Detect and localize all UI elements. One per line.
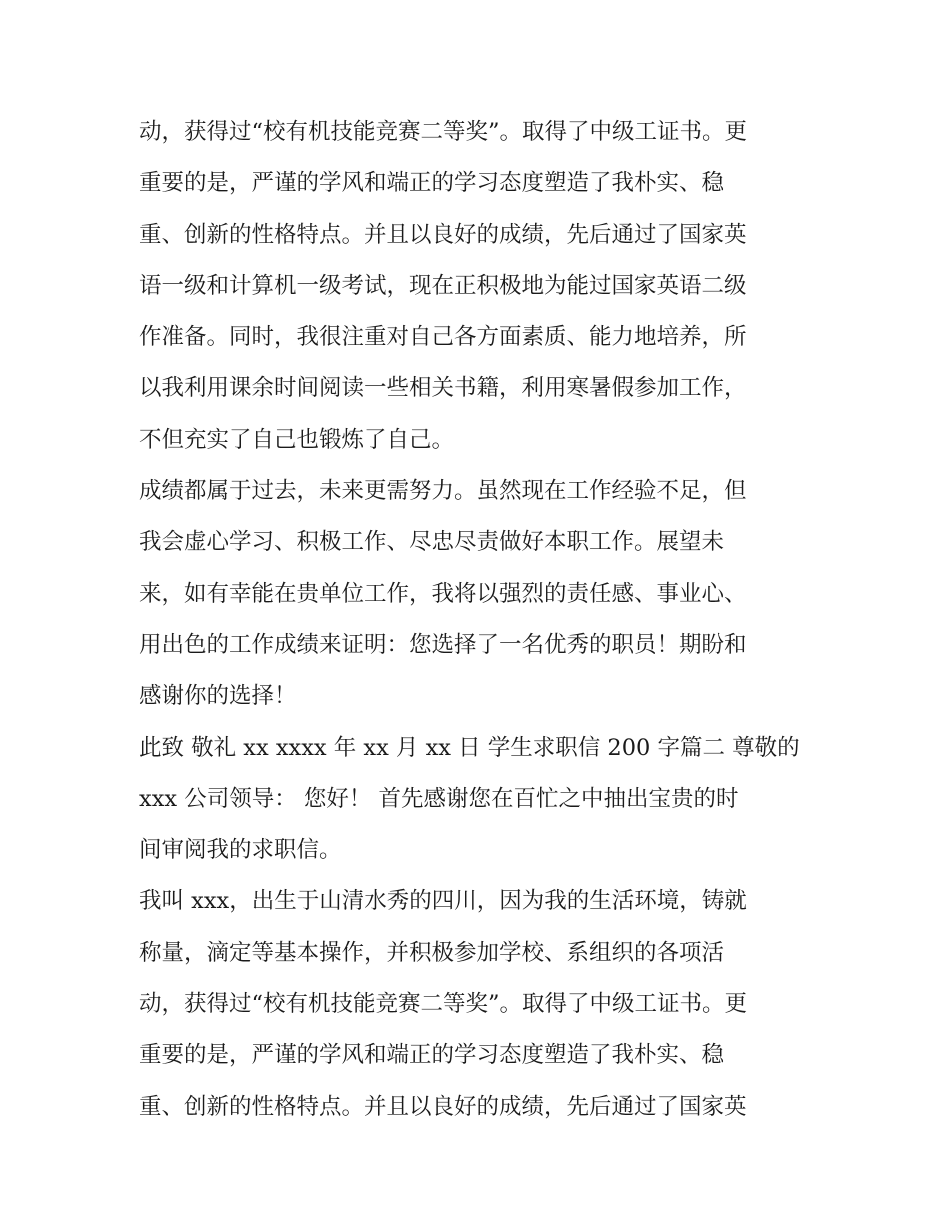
text-line: 重、创新的性格特点。并且以良好的成绩，先后通过了国家英 xyxy=(139,1093,747,1120)
text-line: xxx 公司领导： 您好！ 首先感谢您在百忙之中抽出宝贵的时 xyxy=(139,785,739,812)
text-line: 我会虚心学习、积极工作、尽忠尽责做好本职工作。展望未 xyxy=(139,529,725,556)
text-line: 动，获得过“校有机技能竞赛二等奖”。取得了中级工证书。更 xyxy=(139,119,748,145)
text-line: 以我利用课余时间阅读一些相关书籍，利用寒暑假参加工作， xyxy=(139,375,747,402)
text-line: 成绩都属于过去，未来更需努力。虽然现在工作经验不足，但 xyxy=(139,478,747,505)
text-line: 感谢你的选择！ xyxy=(139,683,297,710)
text-line: 重要的是，严谨的学风和端正的学习态度塑造了我朴实、稳 xyxy=(139,1042,725,1069)
text-line: 作准备。同时，我很注重对自己各方面素质、能力地培养，所 xyxy=(139,324,747,351)
text-line: 间审阅我的求职信。 xyxy=(139,837,342,864)
text-line: 称量，滴定等基本操作，并积极参加学校、系组织的各项活 xyxy=(139,939,725,966)
text-line: 不但充实了自己也锻炼了自己。 xyxy=(139,426,455,453)
text-line: 用出色的工作成绩来证明：您选择了一名优秀的职员！期盼和 xyxy=(139,631,747,658)
document-body xyxy=(139,107,819,1133)
text-line: 重要的是，严谨的学风和端正的学习态度塑造了我朴实、稳 xyxy=(139,170,725,197)
text-line: 动，获得过“校有机技能竞赛二等奖”。取得了中级工证书。更 xyxy=(139,991,748,1018)
text-line: 来，如有幸能在贵单位工作，我将以强烈的责任感、事业心、 xyxy=(139,580,747,607)
text-line: 重、创新的性格特点。并且以良好的成绩，先后通过了国家英 xyxy=(139,221,747,248)
text-line: 我叫 xxx，出生于山清水秀的四川，因为我的生活环境，铸就 xyxy=(139,888,747,915)
text-line: 此致 敬礼 xx xxxx 年 xx 月 xx 日 学生求职信 200 字篇二 尊敬的 xyxy=(139,734,800,761)
text-line: 语一级和计算机一级考试，现在正积极地为能过国家英语二级 xyxy=(139,272,747,299)
